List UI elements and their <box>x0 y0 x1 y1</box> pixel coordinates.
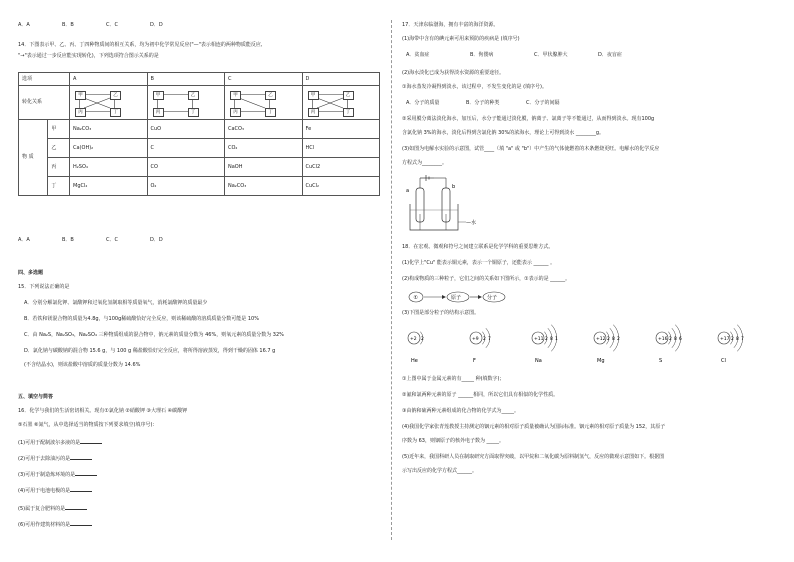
q15-option-b: B．若铁和镁混合物的质量为4.8g，与100g稀硫酸恰好完全反应，则该稀硫酸的溶质质量分数可能是 10% <box>24 316 259 322</box>
shell-electron-count: 2 <box>483 337 486 342</box>
relation-node: 甲 <box>75 91 86 100</box>
table-header-b: B <box>147 73 225 86</box>
relation-label: 转化关系 <box>19 86 70 120</box>
q17-3-line2: 方程式为________。 <box>402 160 448 166</box>
q14-line1: 14．下图表示甲、乙、丙、丁四种物质间的相互关系，均为初中化学常见反应("—"表示相连的两种物质能反应, <box>18 42 263 48</box>
table-cell: CuCl₂ <box>302 177 380 196</box>
table-header-a: A <box>70 73 148 86</box>
q16-item-text: (3)可用于制造炼环境的是 <box>18 472 76 478</box>
q16-item-text: (6)可用作建筑材料的是 <box>18 522 71 528</box>
q17-2a-options <box>406 100 586 106</box>
q18-3b: ②氟和氯两种元素的原子 ______相同，所以它们具有相似的化学性质。 <box>402 392 559 398</box>
q18-3c: ③由钠和硫两种元素组成的化合物的化学式为_____。 <box>402 408 519 414</box>
q16-item-1 <box>18 438 102 446</box>
shell-electron-count: 2 <box>421 337 424 342</box>
option-c: C．甲状腺肿大 <box>534 52 568 58</box>
option-c: C．分子的间隔 <box>526 100 560 106</box>
answer-blank[interactable] <box>65 504 87 510</box>
q16-item-5 <box>18 504 87 512</box>
relation-node: 乙 <box>188 91 199 100</box>
relation-diagram-c <box>225 86 303 120</box>
table-cell: CO <box>147 158 225 177</box>
answer-blank[interactable] <box>75 470 97 476</box>
section-5-heading: 五、填空与简答 <box>18 394 54 400</box>
atom-diagram <box>656 325 682 364</box>
relation-node: 丙 <box>230 108 241 117</box>
q18-5-line2: 示写出反应的化学方程式______。 <box>402 468 478 474</box>
element-symbol: He <box>411 358 418 364</box>
q16-item-3 <box>18 470 97 478</box>
element-symbol: F <box>473 358 476 364</box>
q14-options <box>18 237 194 243</box>
option-c: C．C <box>106 237 118 243</box>
relation-node: 丙 <box>75 108 86 117</box>
nucleus-charge: +9 <box>472 337 479 342</box>
option-c: C．C <box>106 22 118 28</box>
q16-item-text: (1)可用于配制波尔多液的是 <box>18 440 81 446</box>
atom-diagram <box>408 332 424 364</box>
relation-node: 丁 <box>188 108 199 117</box>
option-b: B．分子的种类 <box>466 100 500 106</box>
row-name: 乙 <box>48 139 70 158</box>
relation-node: 丁 <box>265 108 276 117</box>
table-cell: Ca(OH)₂ <box>70 139 148 158</box>
element-symbol: Mg <box>597 358 605 364</box>
q18-4-line2: 序数为 63，则铟原子的核外电子数为 _____。 <box>402 438 505 444</box>
relation-node: 甲 <box>153 91 164 100</box>
q17-1-options <box>406 52 662 58</box>
relation-node: 甲 <box>230 91 241 100</box>
option-b: B．B <box>62 22 74 28</box>
q18-2: (2)构成物质的三种粒子，它们之间的关系如下图所示，①表示的是 ______。 <box>402 276 571 282</box>
option-d: D．夜盲症 <box>598 52 622 58</box>
answer-blank[interactable] <box>70 486 92 492</box>
q18-4-line1: (4)我国化学家张青莲教授主持测定的铟元素的相对原子质量被确认为国际标准。铟元素的相对原子质量为 152，其原子 <box>402 424 666 430</box>
q17-2a: ①海水蒸发冷凝得到淡水，该过程中，不发生变化的是 (填序号)。 <box>402 84 547 90</box>
table-cell: Fe <box>302 120 380 139</box>
q16-item-6 <box>18 520 92 528</box>
shell-electron-count: 2 <box>607 337 610 342</box>
shell-electron-count: 8 <box>550 337 553 342</box>
q16-item-text: (5)属于复合肥料的是 <box>18 506 66 512</box>
q17-title: 17．天津东临渤海，拥有丰富的海洋资源。 <box>402 22 499 28</box>
q16-item-text: (2)可用于去除油污的是 <box>18 456 71 462</box>
q18-title: 18．在宏观、微观和符号之间建立联系是化学学科的重要思维方式。 <box>402 244 554 250</box>
relation-diagram-b <box>147 86 225 120</box>
label-b: b <box>452 184 456 190</box>
table-header-option: 选项 <box>19 73 70 86</box>
shell-electron-count: 2 <box>731 337 734 342</box>
q14-line2: "→"表示通过一步反应能实现转化)，下列选项符合图示关系的是 <box>18 53 159 59</box>
section-4-heading: 四、多选题 <box>18 270 44 276</box>
table-cell: CuO <box>147 120 225 139</box>
relation-line <box>239 98 265 108</box>
atom-structure-diagrams <box>402 324 772 366</box>
q18-1: (1)化学上"Cu" 能表示铜元素，表示一个铜原子，还能表示 ______ 。 <box>402 260 556 266</box>
q18-3: (3)下图是部分粒子的结构示意图。 <box>402 310 480 316</box>
relation-node: 丙 <box>153 108 164 117</box>
shell-electron-count: 8 <box>674 337 677 342</box>
q15-option-a: A．分别分解氯化钾、氯酸钾和过氧化氢制取相等质量氧气，消耗氯酸钾的质量最少 <box>24 300 208 306</box>
element-symbol: Cl <box>721 358 726 364</box>
shell-electron-count: 7 <box>741 337 744 342</box>
relation-node: 乙 <box>110 91 121 100</box>
option-a: A．贫血症 <box>406 52 430 58</box>
q16-item-4 <box>18 486 92 494</box>
table-cell: CO₂ <box>225 139 303 158</box>
table-cell: CuCl2 <box>302 158 380 177</box>
q15-option-d-line1: D．氯化钠与碳酸钠的混合物 15.6 g，与 100 g 稀盐酸恰好完全反应，将所得溶液蒸发，得到干燥的固体 16.7 g <box>24 348 276 354</box>
element-symbol: S <box>659 358 663 364</box>
table-cell: O₂ <box>147 177 225 196</box>
table-cell: C <box>147 139 225 158</box>
option-b: B．佝偻病 <box>470 52 494 58</box>
relation-node: 丙 <box>308 108 319 117</box>
node-1: ① <box>413 295 418 301</box>
shell-electron-count: 1 <box>555 337 558 342</box>
q17-1: (1)海带中含有的碘元素可用来预防的疾病是 (填序号) <box>402 36 520 42</box>
column-divider <box>391 20 392 540</box>
q14-table <box>18 72 380 196</box>
q15-option-c: C．由 Na₂S，Na₂SO₃，Na₂SO₄ 三种物质组成的混合物中，钠元素的质量分数为 46%，则氧元素的质量分数为 32% <box>24 332 284 338</box>
q16-item-2 <box>18 454 92 462</box>
shell-electron-count: 8 <box>736 337 739 342</box>
answer-blank[interactable] <box>80 438 102 444</box>
table-cell: H₂SO₄ <box>70 158 148 177</box>
shell-electron-count: 7 <box>488 337 491 342</box>
substance-label: 物 质 <box>19 120 48 196</box>
q17-2: (2)海水淡化已成为获得淡水资源的重要途径。 <box>402 70 505 76</box>
table-cell: MgCl₂ <box>70 177 148 196</box>
relation-node: 乙 <box>265 91 276 100</box>
particle-relation-diagram <box>406 290 526 306</box>
atom-diagram <box>470 328 491 364</box>
label-water: —水 <box>466 220 477 226</box>
atom-diagram <box>594 325 620 364</box>
q17-2b-line2: 含氯化钠 3%的海水，淡化后得到含氯化钠 30%的浓海水，理论上可得到淡水 ________g。 <box>402 130 604 136</box>
shell-electron-count: 2 <box>545 337 548 342</box>
relation-diagram-a <box>70 86 148 120</box>
shell-electron-count: 2 <box>617 337 620 342</box>
shell-electron-count: 6 <box>679 337 682 342</box>
q17-2b-line1: ②采用膜分离法淡化海水，加压后，水分子能通过淡化膜，钠离子、氯离子等不能通过，从而得到淡水。现有100g <box>402 116 655 122</box>
nucleus-charge: +17 <box>720 337 730 342</box>
option-a: A．A <box>18 237 30 243</box>
option-b: B．B <box>62 237 74 243</box>
answer-blank[interactable] <box>70 520 92 526</box>
nucleus-charge: +12 <box>596 337 606 342</box>
q18-3a: ①上图中属于金属元素的有_____ 种(填数字)； <box>402 376 505 382</box>
q16-line1: 16．化学与我们的生活密切相关。现有①氯化钠 ②硝酸钾 ③大理石 ④碳酸钾 <box>18 408 188 414</box>
q15-option-d-line2: (不含结晶水)，则该盐酸中溶质的质量分数为 14.6% <box>24 362 141 368</box>
row-name: 丁 <box>48 177 70 196</box>
row-name: 丙 <box>48 158 70 177</box>
table-header-c: C <box>225 73 303 86</box>
answer-blank[interactable] <box>70 454 92 460</box>
atom-diagram <box>718 325 744 364</box>
table-cell: CaCO₃ <box>225 120 303 139</box>
node-molecule: 分子 <box>487 295 498 301</box>
electrolysis-apparatus <box>406 174 486 238</box>
nucleus-charge: +11 <box>534 337 544 342</box>
table-cell: HCl <box>302 139 380 158</box>
shell-electron-count: 2 <box>669 337 672 342</box>
table-header-d: D <box>302 73 380 86</box>
nucleus-charge: +16 <box>658 337 668 342</box>
nucleus-charge: +2 <box>410 337 417 342</box>
q15-title: 15．下列说法正确的是 <box>18 284 70 290</box>
q16-line2: ⑤石墨 ⑥氮气，从中选择适当的物质按下列要求填空(填序号)： <box>18 422 158 428</box>
label-a: a <box>406 188 410 194</box>
row-name: 甲 <box>48 120 70 139</box>
node-atom: 原子 <box>451 295 462 301</box>
element-symbol: Na <box>535 358 542 364</box>
option-a: A．A <box>18 22 30 28</box>
table-cell: Na₂CO₃ <box>225 177 303 196</box>
option-d: D．D <box>150 22 163 28</box>
table-cell: NaOH <box>225 158 303 177</box>
q17-3-line1: (3)如图为电解水实验的示意图，试管____（填 "a" 或 "b"）中产生的气体使燃着的木条燃烧更旺。电解水的化学反应 <box>402 146 660 152</box>
q18-5-line1: (5)近年来，我国科研人员在制取研究方面取得突破，以甲烷和二氧化碳为原料制氢气，反应的微观示意图如下。根据图 <box>402 454 665 460</box>
option-a: A．分子的质量 <box>406 100 440 106</box>
relation-node: 丁 <box>110 108 121 117</box>
relation-diagram-d <box>302 86 380 120</box>
option-d: D．D <box>150 237 163 243</box>
atom-diagram <box>532 325 558 364</box>
shell-electron-count: 8 <box>612 337 615 342</box>
relation-node: 乙 <box>343 91 354 100</box>
relation-node: 丁 <box>343 108 354 117</box>
q16-item-text: (4)可用于电池电极的是 <box>18 488 71 494</box>
top-options <box>18 22 194 28</box>
table-cell: Na₂CO₃ <box>70 120 148 139</box>
relation-node: 甲 <box>308 91 319 100</box>
